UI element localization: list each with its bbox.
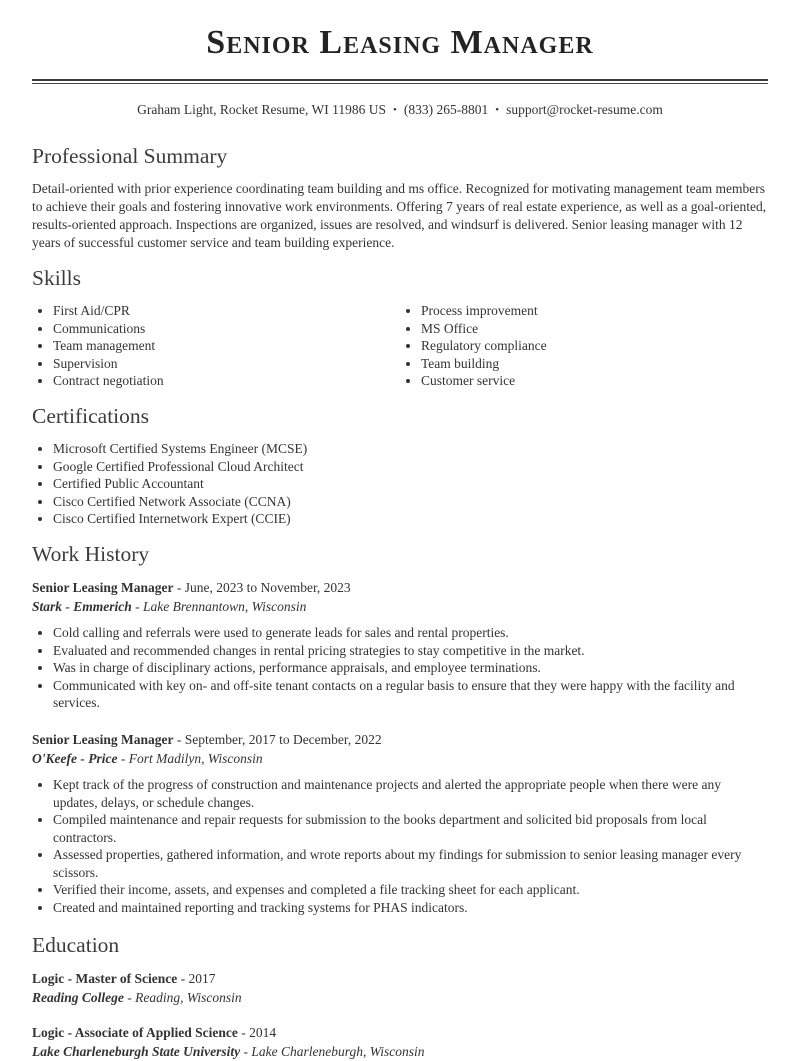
- education-entries: [32, 969, 768, 1061]
- skill-item: • Supervision: [53, 355, 400, 373]
- certification-item: • Cisco Certified Network Associate (CCNA): [53, 493, 768, 511]
- job-company-line: [32, 597, 768, 616]
- section-skills: [32, 264, 768, 390]
- job-separator: -: [176, 731, 182, 747]
- job-title-line: [32, 730, 768, 749]
- education-separator: -: [127, 989, 132, 1005]
- certification-item: • Certified Public Accountant: [53, 475, 768, 493]
- education-separator: -: [180, 970, 186, 986]
- education-degree-line: [32, 1023, 768, 1042]
- skill-item: • Team management: [53, 337, 400, 355]
- certification-item: • Google Certified Professional Cloud Architect: [53, 458, 768, 476]
- education-entry: [32, 969, 768, 1007]
- education-year: 2017: [188, 970, 216, 986]
- resume-title: Senior Leasing Manager: [206, 24, 594, 61]
- section-work-history: [32, 540, 768, 917]
- work-history-entry: [32, 578, 768, 712]
- job-title: Senior Leasing Manager: [32, 731, 174, 747]
- job-company: Stark - Emmerich: [32, 598, 132, 614]
- skills-list-right: [400, 302, 768, 390]
- skill-item: • Regulatory compliance: [421, 337, 768, 355]
- job-bullet: • Verified their income, assets, and expenses and completed a file tracking sheet for each applicant.: [53, 881, 768, 899]
- section-heading-skills: Skills: [32, 266, 81, 290]
- job-location: Lake Brennantown, Wisconsin: [143, 598, 307, 614]
- section-heading-education: Education: [32, 932, 120, 957]
- contact-address: Graham Light, Rocket Resume, WI 11986 US: [137, 102, 387, 117]
- job-bullet: • Cold calling and referrals were used to generate leads for sales and rental properties.: [53, 624, 768, 642]
- section-professional-summary: [32, 142, 768, 252]
- job-company-line: [32, 749, 768, 768]
- job-dates: June, 2023 to November, 2023: [184, 579, 351, 595]
- job-title-line: [32, 578, 768, 597]
- job-location: Fort Madilyn, Wisconsin: [128, 750, 263, 766]
- contact-separator: •: [495, 104, 500, 116]
- job-separator: -: [120, 750, 126, 766]
- education-year: 2014: [249, 1024, 277, 1040]
- job-bullet: • Assessed properties, gathered information, and wrote reports about my findings for submission to senior leasing manager every scissors.: [53, 846, 768, 881]
- education-school: Reading College: [32, 989, 124, 1005]
- job-separator: -: [135, 598, 140, 614]
- job-bullet: • Kept track of the progress of construction and maintenance projects and alerted the appropriate people when there were any updates, delays, or schedule changes.: [53, 776, 768, 811]
- contact-separator: •: [393, 104, 397, 116]
- job-bullet: • Evaluated and recommended changes in rental pricing strategies to stay competitive in the market.: [53, 642, 768, 660]
- job-bullet-list: [32, 776, 768, 917]
- education-degree-line: [32, 969, 768, 988]
- section-heading-work-history: Work History: [32, 541, 150, 566]
- section-certifications: [32, 402, 768, 528]
- section-education: [32, 931, 768, 1061]
- job-dates: September, 2017 to December, 2022: [184, 731, 382, 747]
- skills-columns: [32, 302, 768, 390]
- education-location: Reading, Wisconsin: [135, 989, 242, 1005]
- job-bullet: • Compiled maintenance and repair requests for submission to the books department and solicited bid proposals from local contractors.: [53, 811, 768, 846]
- contact-email: support@rocket-resume.com: [506, 102, 663, 117]
- skill-item: • Customer service: [421, 372, 768, 390]
- section-heading-summary: Professional Summary: [32, 144, 228, 168]
- certifications-list: [32, 440, 768, 528]
- contact-line: [32, 100, 768, 120]
- summary-text: Detail-oriented with prior experience coordinating team building and ms office. Recognized for motivating management team members to achieve their goals and fostering innovative work environments. Offering 7 years of real estate experience, as well as a goal-oriented, results-oriented approach. Inspections are organized, issues are resolved, and windsurf is delivered. Senior leasing manager with 12 years of successful customer service and team building experience.: [32, 181, 767, 250]
- certification-item: • Microsoft Certified Systems Engineer (MCSE): [53, 440, 768, 458]
- education-separator: -: [241, 1024, 246, 1040]
- job-bullet: • Was in charge of disciplinary actions, performance appraisals, and employee terminations.: [53, 659, 768, 677]
- skill-item: • Contract negotiation: [53, 372, 400, 390]
- skill-item: • MS Office: [421, 320, 768, 338]
- job-bullet: • Communicated with key on- and off-site tenant contacts on a regular basis to ensure that they were happy with the facility and services.: [53, 677, 768, 712]
- education-separator: -: [243, 1043, 249, 1059]
- contact-phone: (833) 265-8801: [403, 102, 489, 117]
- job-company: O'Keefe - Price: [32, 750, 118, 766]
- certification-item: • Cisco Certified Internetwork Expert (CCIE): [53, 510, 768, 528]
- education-degree: Logic - Associate of Applied Science: [32, 1024, 238, 1040]
- education-entry: [32, 1023, 768, 1061]
- job-bullet-list: [32, 624, 768, 712]
- education-degree: Logic - Master of Science: [32, 970, 178, 986]
- section-heading-certifications: Certifications: [32, 403, 150, 428]
- education-school-line: [32, 988, 768, 1007]
- education-location: Lake Charleneburgh, Wisconsin: [251, 1043, 425, 1059]
- job-title: Senior Leasing Manager: [32, 579, 174, 595]
- skill-item: • Team building: [421, 355, 768, 373]
- skills-list-left: [32, 302, 400, 390]
- work-history-entries: [32, 578, 768, 917]
- work-history-entry: [32, 730, 768, 917]
- job-bullet: • Created and maintained reporting and tracking systems for PHAS indicators.: [53, 899, 768, 917]
- skill-item: • Communications: [53, 320, 400, 338]
- title-divider: [32, 79, 768, 84]
- education-school-line: [32, 1042, 768, 1061]
- skill-item: • First Aid/CPR: [53, 302, 400, 320]
- job-separator: -: [176, 579, 182, 595]
- education-school: Lake Charleneburgh State University: [32, 1043, 241, 1059]
- skill-item: • Process improvement: [421, 302, 768, 320]
